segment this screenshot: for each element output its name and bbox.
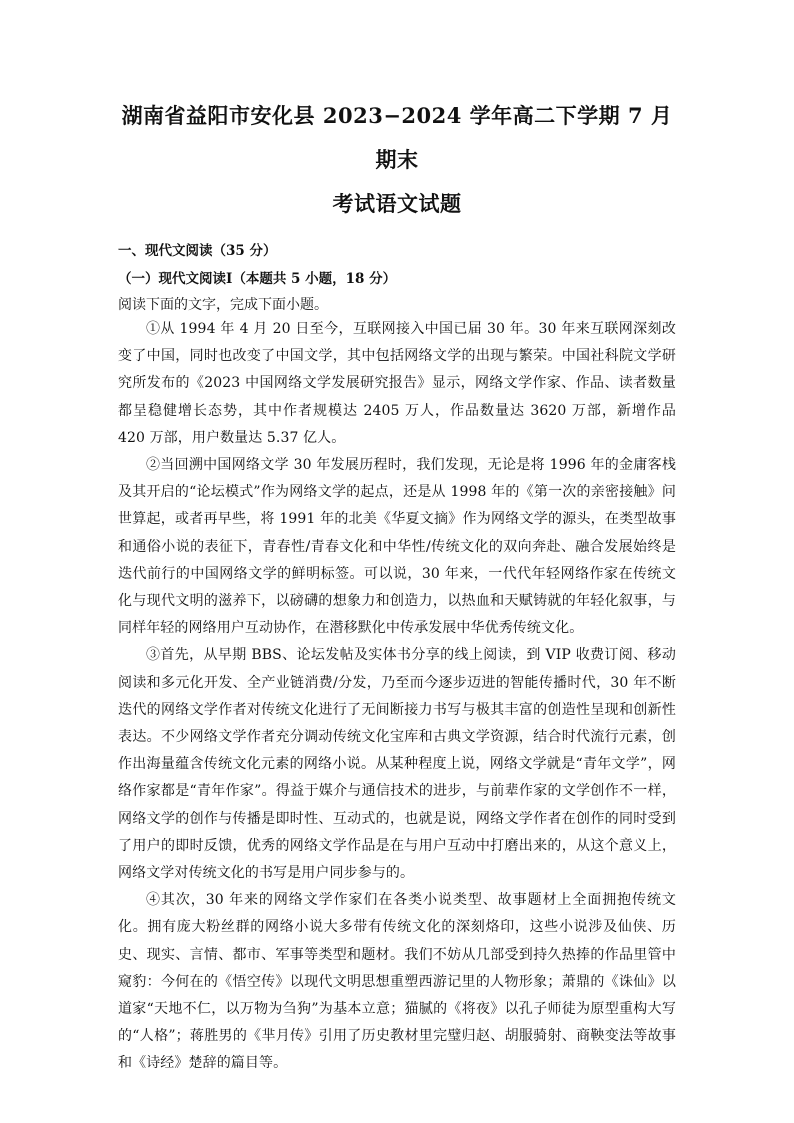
- document-title: [118, 94, 676, 226]
- reading-instruction: 阅读下面的文字，完成下面小题。: [118, 297, 328, 313]
- paragraph-1: ①从 1994 年 4 月 20 日至今，互联网接入中国已届 30 年。30 年来互联网深刻改变了中国，同时也改变了中国文学，其中包括网络文学的出现与繁荣。中国社科院文学研究所发布的《2023 中国网络文学发展研究报告》显示，网络文学作家、作品、读者数量都呈稳健增长态势，其中作者规模达 2405 万人，作品数量达 3620 万部，新增作品 420 万部，用户数量达 5.37 亿人。: [118, 321, 676, 446]
- sub-heading: （一）现代文阅读Ⅰ（本题共 5 小题，18 分）: [118, 271, 397, 287]
- paragraph-3: ③首先，从早期 BBS、论坛发帖及实体书分享的线上阅读，到 VIP 收费订阅、移动阅读和多元化开发、全产业链消费/分发，乃至而今逐步迈进的智能传播时代，30 年不断迭代的网络文学作者对传统文化进行了无间断接力书写与极其丰富的创造性呈现和创新性表达。不少网络文学作者充分调动传统文化宝库和古典文学资源，结合时代流行元素，创作出海量蕴含传统文化元素的网络小说。从某种程度上说，网络文学就是“青年文学”，网络作家都是“青年作家”。得益于媒介与通信技术的进步，与前辈作家的文学创作不一样，网络文学的创作与传播是即时性、互动式的，也就是说，网络文学作者在创作的同时受到了用户的即时反馈，优秀的网络文学作品是在与用户互动中打磨出来的，从这个意义上，网络文学对传统文化的书写是用户同步参与的。: [118, 647, 676, 882]
- title-line-2: 考试语文试题: [332, 191, 462, 216]
- paragraph-2: ②当回溯中国网络文学 30 年发展历程时，我们发现，无论是将 1996 年的金庸客栈及其开启的“论坛模式”作为网络文学的起点，还是从 1998 年的《第一次的亲密接触》问世算起，或者再早些，将 1991 年的北美《华夏文摘》作为网络文学的源头，在类型故事和通俗小说的表征下，青春性/青春文化和中华性/传统文化的双向奔赴、融合发展始终是迭代前行的中国网络文学的鲜明标签。可以说，30 年来，一代代年轻网络作家在传统文化与现代文明的滋养下，以磅礴的想象力和创造力，以热血和天赋铸就的年轻化叙事，与同样年轻的网络用户互动协作，在潜移默化中传承发展中华优秀传统文化。: [118, 457, 676, 637]
- title-line-1: 湖南省益阳市安化县 2023−2024 学年高二下学期 7 月期末: [121, 103, 673, 172]
- section-heading: 一、现代文阅读（35 分）: [118, 243, 277, 259]
- paragraph-4: ④其次，30 年来的网络文学作家们在各类小说类型、故事题材上全面拥抱传统文化。拥有庞大粉丝群的网络小说大多带有传统文化的深刻烙印，这些小说涉及仙侠、历史、现实、言情、都市、军事等类型和题材。我们不妨从几部受到持久热捧的作品里管中窥豹：今何在的《悟空传》以现代文明思想重塑西游记里的人物形象；萧鼎的《诛仙》以道家“天地不仁，以万物为刍狗”为基本立意；猫腻的《将夜》以孔子师徒为原型重构大写的“人格”；蒋胜男的《芈月传》引用了历史教材里完璧归赵、胡服骑射、商鞅变法等故事和《诗经》楚辞的篇目等。: [118, 892, 676, 1072]
